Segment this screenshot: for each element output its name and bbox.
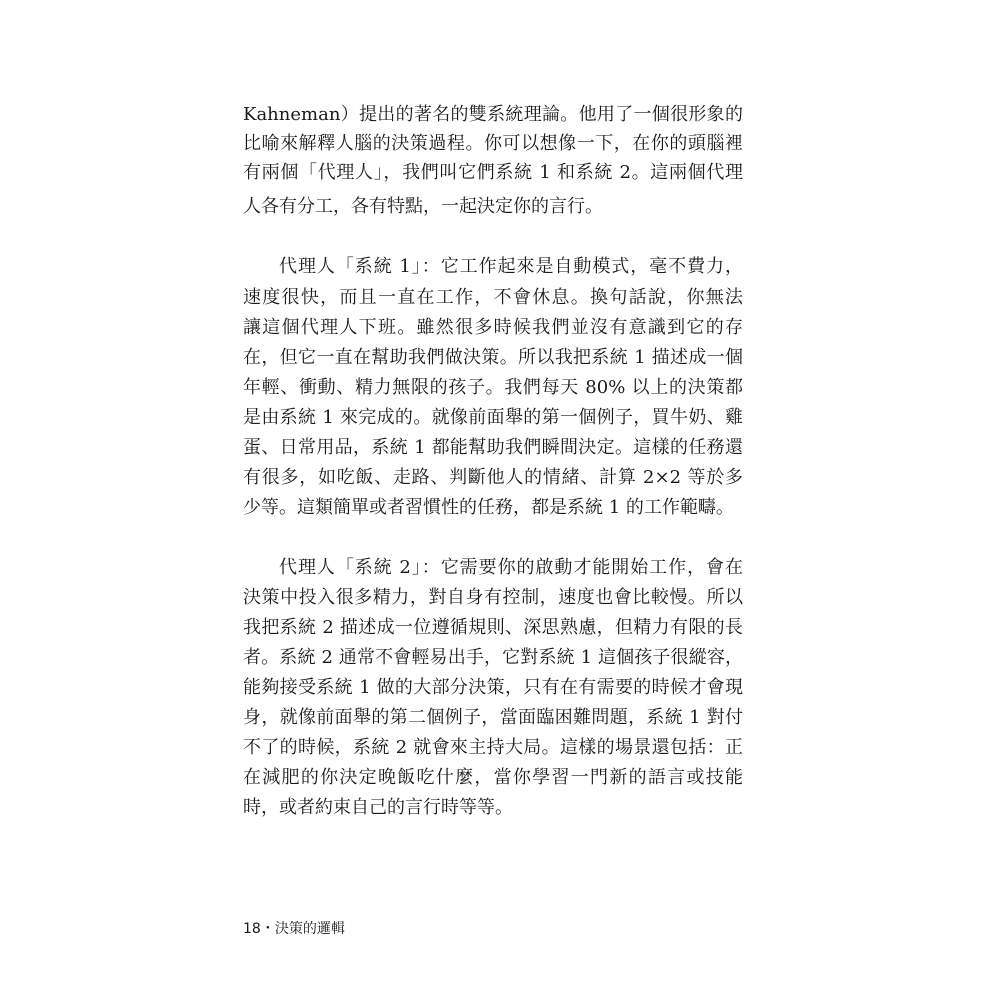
text-line: 有兩個「代理人」，我們叫它們系統 1 和系統 2。這兩個代理 (243, 162, 743, 183)
text-line: 能夠接受系統 1 做的大部分決策，只有在有需要的時候才會現 (243, 677, 743, 698)
text-line: 者。系統 2 通常不會輕易出手，它對系統 1 這個孩子很縱容， (243, 647, 743, 668)
text-line: 蛋、日常用品，系統 1 都能幫助我們瞬間決定。這樣的任務還 (243, 437, 743, 458)
text-line: 少等。這類簡單或者習慣性的任務，都是系統 1 的工作範疇。 (243, 497, 734, 518)
text-line: Kahneman）提出的著名的雙系統理論。他用了一個很形象的 (243, 104, 743, 125)
text-line: 速度很快，而且一直在工作，不會休息。換句話說，你無法 (243, 287, 743, 308)
text-line: 在減肥的你決定晚飯吃什麼，當你學習一門新的語言或技能 (243, 767, 743, 788)
text-line: 時，或者約束自己的言行時等等。 (243, 797, 513, 818)
text-line: 代理人「系統 1」：它工作起來是自動模式，毫不費力， (279, 256, 743, 277)
text-line: 是由系統 1 來完成的。就像前面舉的第一個例子，買牛奶、雞 (243, 407, 743, 428)
text-line: 讓這個代理人下班。雖然很多時候我們並沒有意識到它的存 (243, 317, 743, 338)
page-footer: 18・決策的邏輯 (243, 921, 345, 937)
text-line: 有很多，如吃飯、走路、判斷他人的情緒、計算 2×2 等於多 (243, 467, 743, 488)
text-line: 決策中投入很多精力，對自身有控制，速度也會比較慢。所以 (243, 587, 743, 608)
text-line: 我把系統 2 描述成一位遵循規則、深思熟慮，但精力有限的長 (243, 617, 743, 638)
text-line: 不了的時候，系統 2 就會來主持大局。這樣的場景還包括：正 (243, 737, 743, 758)
text-line: 代理人「系統 2」：它需要你的啟動才能開始工作，會在 (279, 557, 743, 578)
text-line: 人各有分工，各有特點，一起決定你的言行。 (243, 196, 603, 217)
text-line: 比喻來解釋人腦的決策過程。你可以想像一下，在你的頭腦裡 (243, 133, 743, 154)
text-line: 年輕、衝動、精力無限的孩子。我們每天 80% 以上的決策都 (243, 377, 743, 398)
text-line: 在，但它一直在幫助我們做決策。所以我把系統 1 描述成一個 (243, 347, 743, 368)
text-line: 身，就像前面舉的第二個例子，當面臨困難問題，系統 1 對付 (243, 707, 743, 728)
